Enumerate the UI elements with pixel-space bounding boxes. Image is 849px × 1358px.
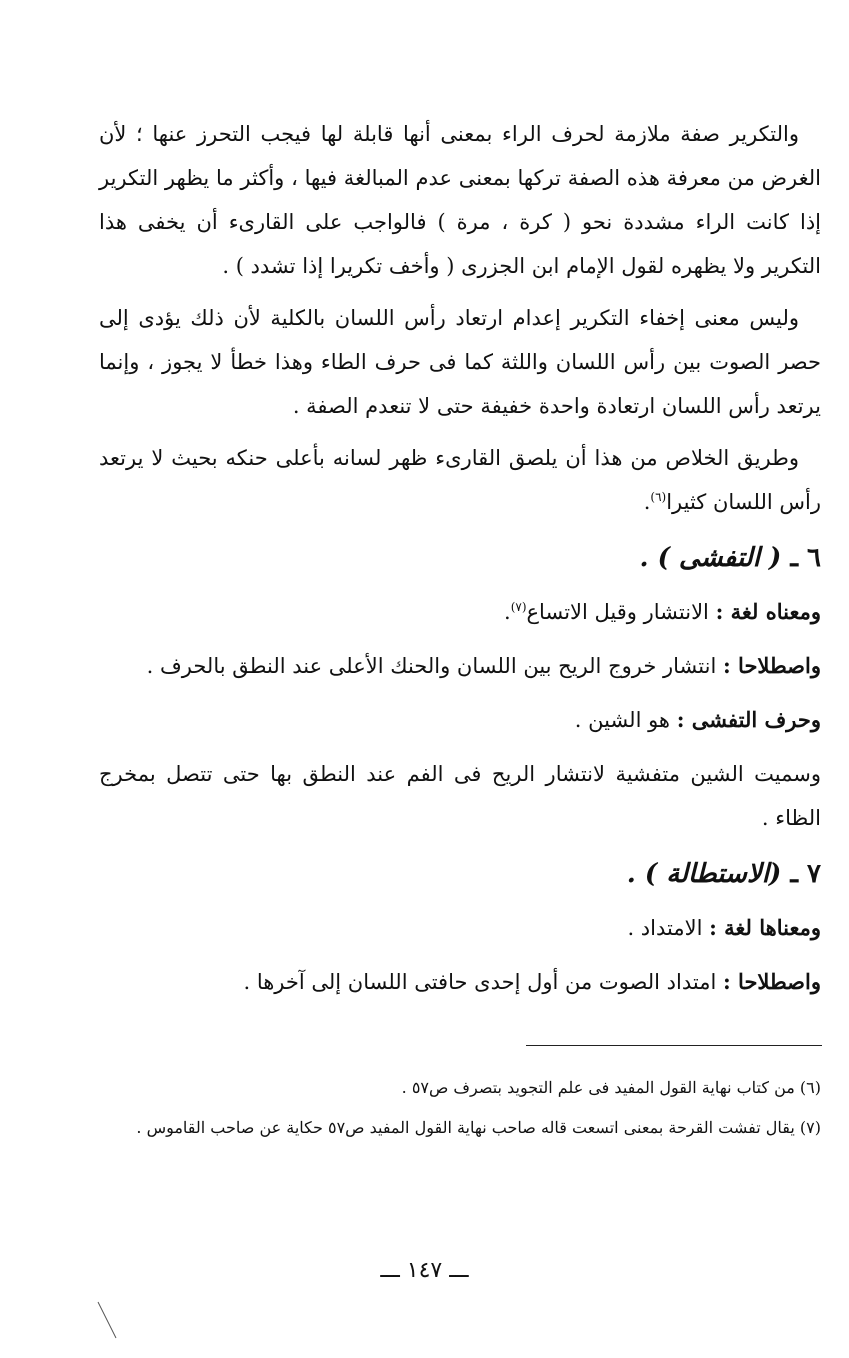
section-heading-7 bbox=[99, 848, 821, 900]
page-number: ـــ ١٤٧ ـــ bbox=[380, 1258, 469, 1283]
definition-term-7 bbox=[99, 960, 821, 1004]
definition-lang-6 bbox=[99, 590, 821, 634]
section-title-6: ( التفشى ) . bbox=[639, 543, 782, 573]
section-number-7: ٧ ـ bbox=[790, 859, 821, 889]
term-text-7: امتداد الصوت من أول إحدى حافتى اللسان إلى آخرها . bbox=[243, 970, 717, 994]
footnote-ref-7: (٧) bbox=[510, 600, 527, 614]
main-text bbox=[99, 112, 821, 1014]
footnote-6: (٦) من كتاب نهاية القول المفيد فى علم التجويد بتصرف ص٥٧ . bbox=[401, 1078, 821, 1097]
letter-label-6: وحرف التفشى : bbox=[676, 707, 821, 732]
footnote-divider bbox=[526, 1045, 822, 1046]
paragraph-remedy bbox=[99, 436, 821, 524]
footnotes bbox=[99, 1068, 821, 1148]
section-heading-6 bbox=[99, 532, 821, 584]
paragraph-concealment: وليس معنى إخفاء التكرير إعدام ارتعاد رأس اللسان بالكلية لأن ذلك يؤدى إلى حصر الصوت بين رأس اللسان واللثة كما فى حرف الطاء وهذا خطأ لا يجوز ، وإنما يرتعد رأس اللسان ارتعادة واحدة خفيفة حتى لا تنعدم الصفة . bbox=[99, 306, 821, 418]
footnote-ref-6: (٦) bbox=[650, 490, 667, 504]
paragraph-repetition: والتكرير صفة ملازمة لحرف الراء بمعنى أنها قابلة لها فيجب التحرز عنها ؛ لأن الغرض من معرفة هذه الصفة تركها بمعنى عدم المبالغة فيها ، وأكثر ما يظهر التكرير إذا كانت الراء مشددة نحو ( كرة ، مرة ) فالواجب على القارىء أن يخفى هذا التكرير ولا يظهره لقول الإمام ابن الجزرى ( وأخف تكريرا إذا تشدد ) . bbox=[99, 122, 821, 278]
letter-text-6: هو الشين . bbox=[574, 708, 671, 732]
term-label-6: واصطلاحا : bbox=[722, 653, 821, 678]
paragraph-naming: وسميت الشين متفشية لانتشار الريح فى الفم عند النطق بها حتى تتصل بمخرج الظاء . bbox=[99, 762, 821, 830]
paragraph-remedy-text: وطريق الخلاص من هذا أن يلصق القارىء ظهر لسانه بأعلى حنكه بحيث لا يرتعد رأس اللسان كثيرا bbox=[99, 446, 821, 514]
lang-label-6: ومعناه لغة : bbox=[715, 599, 821, 624]
section-number-6: ٦ ـ bbox=[790, 543, 821, 573]
lang-end-6: . bbox=[504, 600, 511, 624]
scan-mark-icon bbox=[96, 1300, 118, 1340]
paragraph-remedy-end: . bbox=[643, 490, 651, 514]
definition-lang-7 bbox=[99, 906, 821, 950]
definition-term-6 bbox=[99, 644, 821, 688]
lang-text-7: الامتداد . bbox=[627, 916, 703, 940]
definition-letter-6 bbox=[99, 698, 821, 742]
term-text-6: انتشار خروج الريح بين اللسان والحنك الأعلى عند النطق بالحرف . bbox=[146, 654, 717, 678]
lang-text-6: الانتشار وقيل الاتساع bbox=[526, 600, 709, 624]
term-label-7: واصطلاحا : bbox=[722, 969, 821, 994]
section-title-7: (الاستطالة ) . bbox=[626, 859, 782, 889]
lang-label-7: ومعناها لغة : bbox=[709, 915, 821, 940]
footnote-7: (٧) يقال تفشت القرحة بمعنى اتسعت قاله صاحب نهاية القول المفيد ص٥٧ حكاية عن صاحب القاموس . bbox=[136, 1118, 821, 1137]
